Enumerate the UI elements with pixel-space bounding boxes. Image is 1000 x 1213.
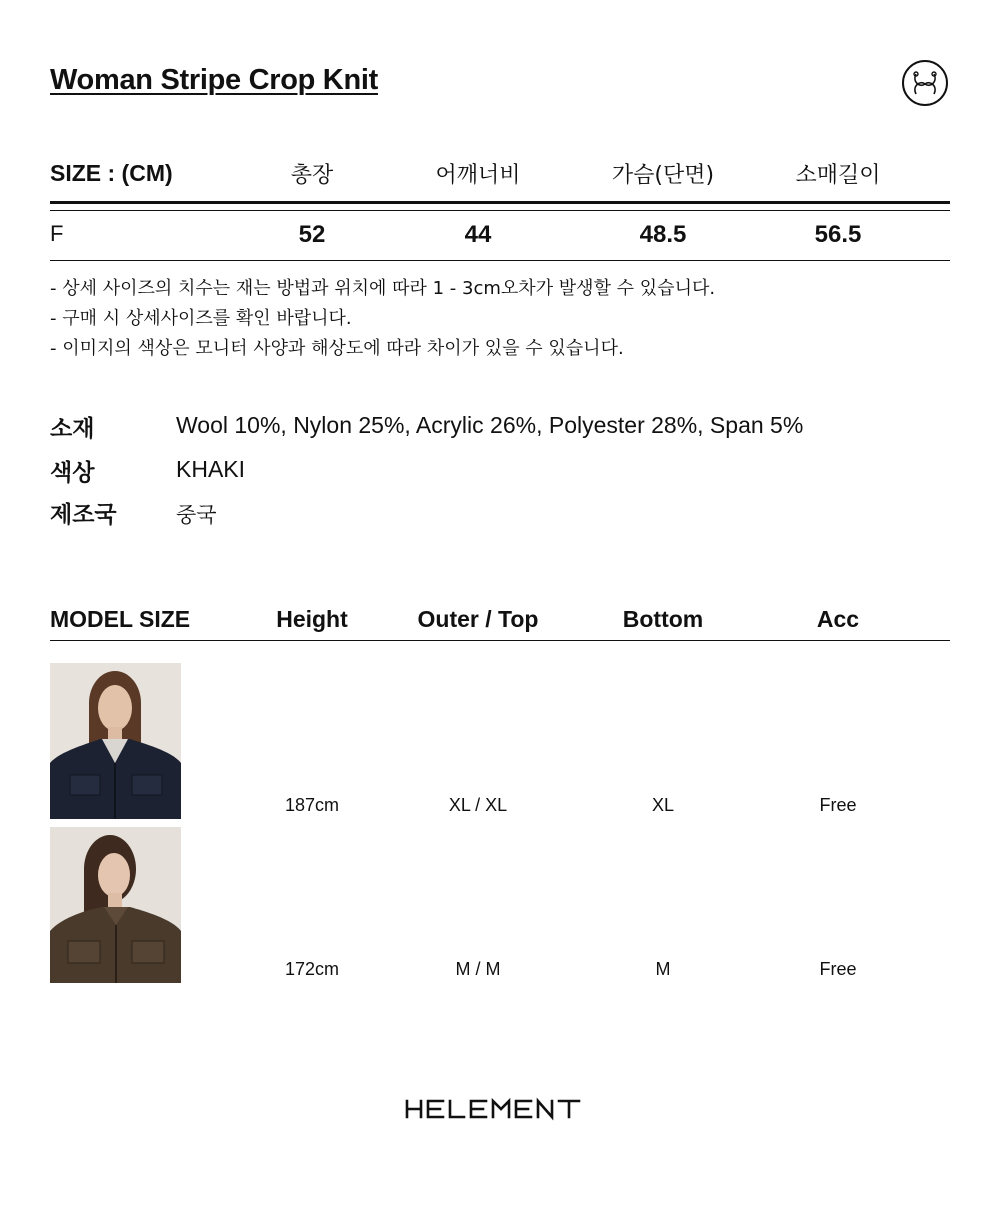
brand-emblem-icon: [902, 60, 948, 106]
spec-origin-label: 제조국: [50, 502, 117, 528]
note-item: - 구매 시 상세사이즈를 확인 바랍니다.: [50, 308, 352, 329]
model-2-outer-top: M / M: [455, 959, 501, 979]
size-notes: [50, 274, 715, 364]
model-2-acc: Free: [819, 959, 857, 979]
model-photo-male: [50, 663, 181, 819]
note-item: - 상세 사이즈의 치수는 재는 방법과 위치에 따라 1 - 3cm오차가 발생할 수 있습니다.: [50, 278, 716, 299]
brand-logo: [404, 1097, 596, 1121]
model-table-header-rule: [50, 640, 950, 641]
model-header-acc: Acc: [816, 606, 860, 632]
model-2-bottom: M: [655, 959, 671, 979]
model-photo-female: [50, 827, 181, 983]
product-title: Woman Stripe Crop Knit: [50, 64, 378, 96]
size-header-chest: 가슴(단면): [611, 163, 715, 188]
size-row-label: F: [50, 221, 64, 246]
model-header-outer-top: Outer / Top: [417, 606, 539, 632]
size-value-chest: 48.5: [639, 221, 687, 248]
size-table-header-rule: [50, 210, 950, 211]
model-2-height: 172cm: [284, 959, 340, 979]
size-table-bottom-rule: [50, 260, 950, 261]
model-header-label: MODEL SIZE: [50, 606, 191, 632]
size-value-sleeve: 56.5: [814, 221, 862, 248]
size-header-length: 총장: [290, 163, 334, 188]
size-header-shoulder: 어깨너비: [435, 163, 521, 188]
spec-material-value: Wool 10%, Nylon 25%, Acrylic 26%, Polyester 28%, Span 5%: [176, 412, 804, 438]
spec-color-value: KHAKI: [176, 456, 246, 482]
note-item: - 이미지의 색상은 모니터 사양과 해상도에 따라 차이가 있을 수 있습니다.: [50, 338, 624, 359]
size-table-top-rule: [50, 201, 950, 204]
model-header-height: Height: [276, 606, 348, 632]
model-1-bottom: XL: [651, 795, 675, 815]
spec-material-label: 소재: [50, 416, 95, 442]
size-value-length: 52: [298, 221, 326, 248]
model-1-height: 187cm: [284, 795, 340, 815]
spec-color-label: 색상: [50, 460, 95, 486]
size-header-label: SIZE : (CM): [50, 160, 173, 186]
size-value-shoulder: 44: [464, 221, 492, 248]
model-header-bottom: Bottom: [622, 606, 704, 632]
spec-origin-value: 중국: [176, 503, 217, 527]
model-1-acc: Free: [819, 795, 857, 815]
model-1-outer-top: XL / XL: [448, 795, 508, 815]
size-header-sleeve: 소매길이: [795, 163, 881, 188]
